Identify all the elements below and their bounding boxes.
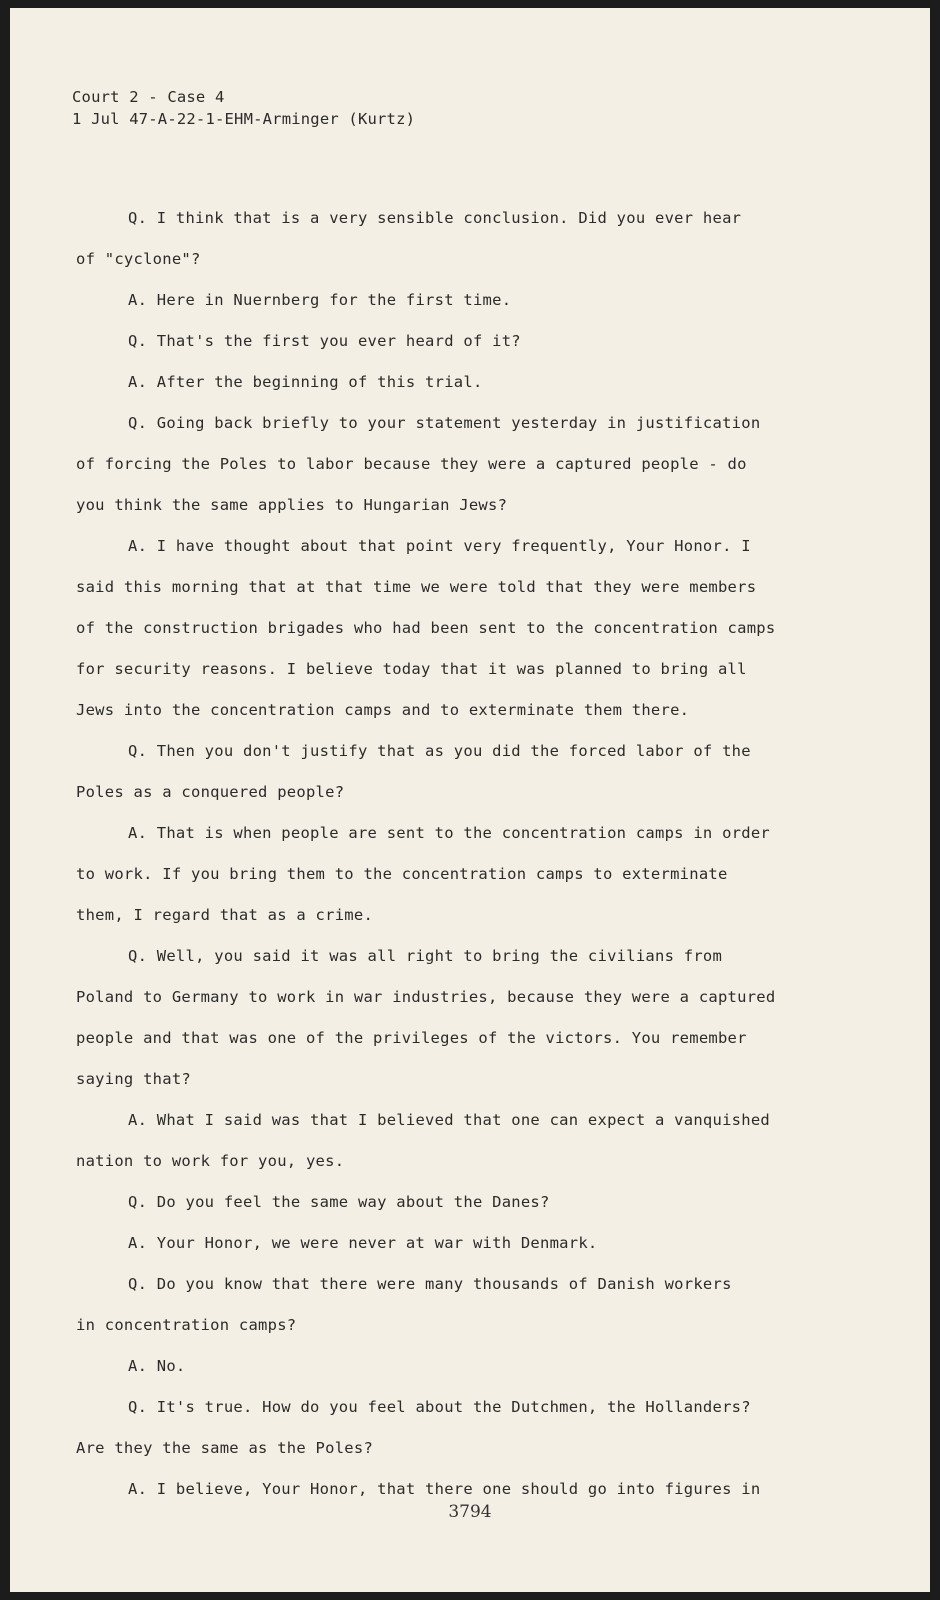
transcript-line: Q. Do you know that there were many thousands of Danish workers (128, 1275, 732, 1293)
transcript-line: A. After the beginning of this trial. (128, 373, 483, 391)
transcript-line: A. That is when people are sent to the concentration camps in order (128, 824, 770, 842)
transcript-line: Q. It's true. How do you feel about the Dutchmen, the Hollanders? (128, 1398, 751, 1416)
transcript-line: Poles as a conquered people? (76, 783, 345, 801)
transcript-body (76, 198, 846, 1510)
document-header (72, 86, 415, 130)
transcript-line: Q. Going back briefly to your statement yesterday in justification (128, 414, 761, 432)
transcript-line: Q. That's the first you ever heard of it? (128, 332, 521, 350)
transcript-line: Poland to Germany to work in war industries, because they were a captured (76, 988, 776, 1006)
transcript-line: saying that? (76, 1070, 191, 1088)
transcript-line: them, I regard that as a crime. (76, 906, 374, 924)
transcript-line: Jews into the concentration camps and to exterminate them there. (76, 701, 690, 719)
transcript-line: Q. Well, you said it was all right to bring the civilians from (128, 947, 723, 965)
transcript-line: of forcing the Poles to labor because they were a captured people - do (76, 455, 747, 473)
transcript-line: for security reasons. I believe today that it was planned to bring all (76, 660, 747, 678)
transcript-line: A. Here in Nuernberg for the first time. (128, 291, 512, 309)
transcript-line: you think the same applies to Hungarian Jews? (76, 496, 508, 514)
transcript-line: Q. Then you don't justify that as you did the forced labor of the (128, 742, 751, 760)
transcript-line: people and that was one of the privileges of the victors. You remember (76, 1029, 747, 1047)
transcript-line: A. What I said was that I believed that one can expect a vanquished (128, 1111, 770, 1129)
transcript-line: A. No. (128, 1357, 186, 1375)
transcript-line: Q. I think that is a very sensible conclusion. Did you ever hear (128, 209, 742, 227)
transcript-line: A. I have thought about that point very frequently, Your Honor. I (128, 537, 751, 555)
transcript-line: Q. Do you feel the same way about the Danes? (128, 1193, 550, 1211)
transcript-line: of the construction brigades who had been sent to the concentration camps (76, 619, 776, 637)
transcript-line: Are they the same as the Poles? (76, 1439, 374, 1457)
transcript-line: A. Your Honor, we were never at war with Denmark. (128, 1234, 598, 1252)
transcript-line: said this morning that at that time we were told that they were members (76, 578, 757, 596)
page-number: 3794 (448, 1502, 492, 1522)
transcript-line: of "cyclone"? (76, 250, 201, 268)
transcript-line: nation to work for you, yes. (76, 1152, 345, 1170)
transcript-line: A. I believe, Your Honor, that there one should go into figures in (128, 1480, 761, 1498)
transcript-line: to work. If you bring them to the concentration camps to exterminate (76, 865, 728, 883)
transcript-line: in concentration camps? (76, 1316, 297, 1334)
header-reference-line: 1 Jul 47-A-22-1-EHM-Arminger (Kurtz) (72, 110, 416, 128)
header-case-line: Court 2 - Case 4 (72, 88, 225, 106)
